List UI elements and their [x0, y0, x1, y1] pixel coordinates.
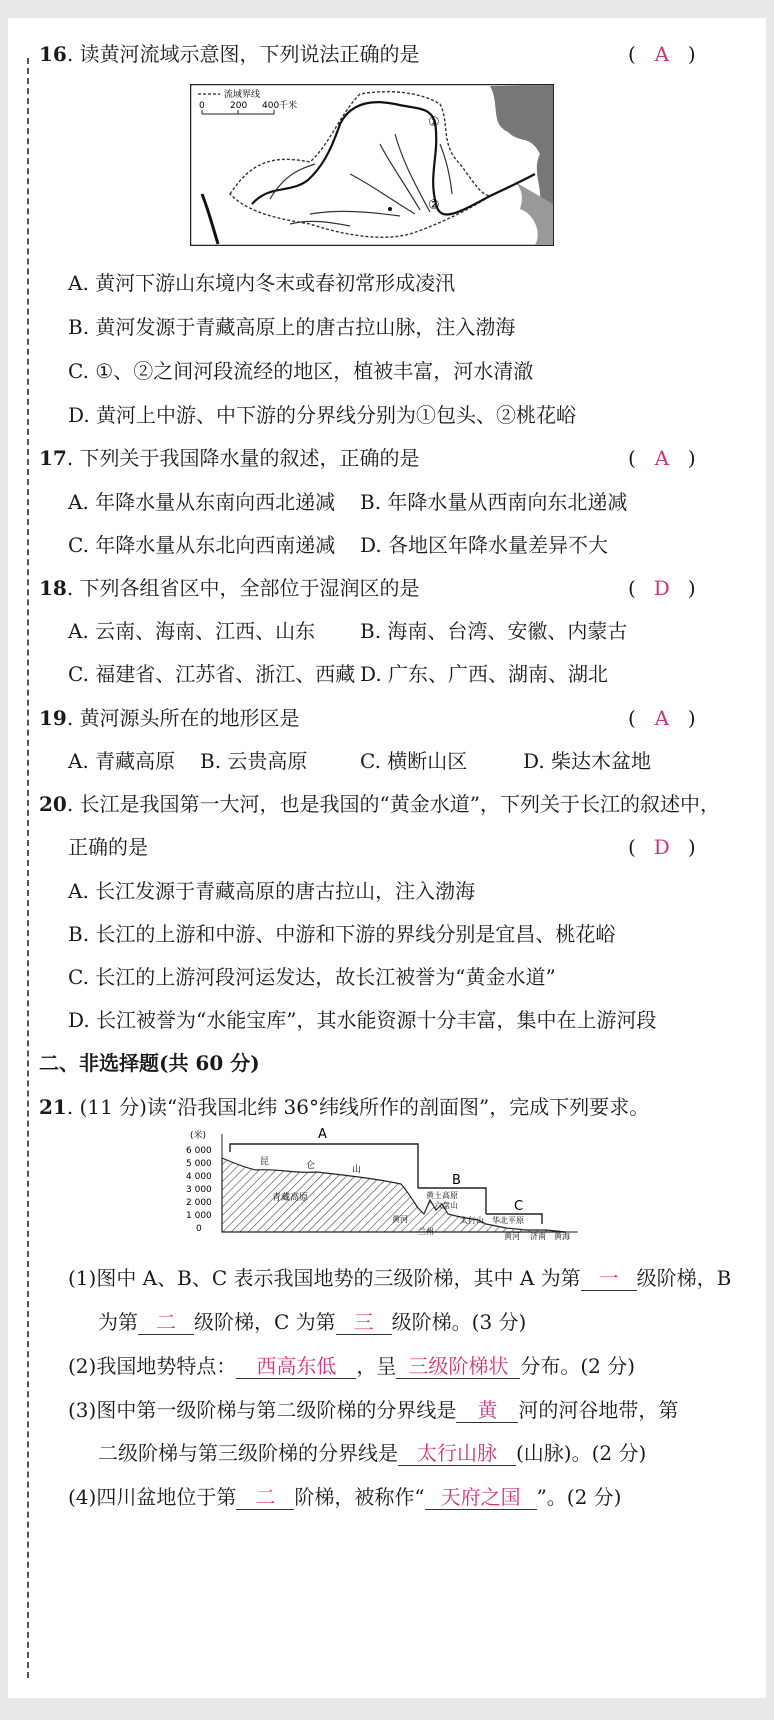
step-label-a: A	[318, 1127, 327, 1142]
q21-p3-answer-1: 黄	[456, 1398, 518, 1423]
q16-text: . 读黄河流域示意图，下列说法正确的是	[66, 42, 420, 66]
label-yellow-river-2: 黄河	[504, 1232, 520, 1240]
q21-p2-answer-1: 西高东低	[236, 1354, 356, 1379]
q17-text: . 下列关于我国降水量的叙述，正确的是	[66, 446, 420, 470]
q17-option-c: C. 年降水量从东北向西南递减	[68, 533, 336, 557]
q16-option-a: A. 黄河下游山东境内冬末或春初常形成凌汛	[68, 271, 456, 295]
q19-option-a: A. 青藏高原	[68, 749, 176, 773]
q21-part2	[68, 1352, 635, 1380]
map-marker-1: ①	[428, 115, 440, 130]
q19-answer: ( A )	[628, 706, 696, 730]
q21-p4-answer-1: 二	[236, 1485, 294, 1510]
q21-text: . (11 分)读“沿我国北纬 36°纬线所作的剖面图”，完成下列要求。	[66, 1095, 650, 1119]
q21-p1-answer-2: 二	[138, 1310, 194, 1335]
label-yellow-sea: 黄海	[554, 1232, 570, 1240]
q21-number: 21	[39, 1095, 67, 1119]
map-scale-200: 200	[230, 101, 248, 111]
q18-option-c: C. 福建省、江苏省、浙江、西藏	[68, 662, 356, 686]
q21-part3-line1	[68, 1396, 678, 1424]
page	[8, 18, 766, 1698]
q20-option-b: B. 长江的上游和中游、中游和下游的界线分别是宜昌、桃花峪	[68, 922, 616, 946]
q18-answer: ( D )	[628, 576, 696, 600]
q21-p4-answer-2: 天府之国	[425, 1485, 537, 1510]
q19-stem	[39, 704, 300, 732]
label-lanzhou: 兰州	[418, 1227, 434, 1236]
q21-p2-text-a: (2)我国地势特点：	[68, 1354, 237, 1378]
label-yellow-river-1: 黄河	[392, 1215, 408, 1224]
label-lun: 仑	[306, 1161, 316, 1171]
q20-option-d: D. 长江被誉为“水能宝库”，其水能资源十分丰富，集中在上游河段	[68, 1008, 657, 1032]
q21-p1-text-e: 级阶梯，C 为第	[194, 1310, 336, 1334]
map-marker-2: ②	[428, 198, 440, 213]
q21-p4-text-c: 阶梯，被称作“	[294, 1485, 425, 1509]
label-kun: 昆	[260, 1157, 270, 1167]
ytick-4000: 4 000	[186, 1172, 212, 1182]
q16-option-b: B. 黄河发源于青藏高原上的唐古拉山脉，注入渤海	[68, 315, 516, 339]
q21-part1-line1	[68, 1264, 731, 1292]
q17-answer: ( A )	[628, 446, 696, 470]
label-jinan: 济南	[530, 1232, 546, 1240]
q20-answer: ( D )	[628, 835, 696, 859]
q19-number: 19	[39, 706, 67, 730]
q21-p2-text-d: 分布。(2 分)	[520, 1354, 636, 1378]
yellow-river-map	[190, 84, 554, 246]
step-label-b: B	[452, 1173, 461, 1188]
q21-p1-answer-3: 三	[336, 1310, 392, 1335]
q21-p3-text-d: 二级阶梯与第三级阶梯的分界线是	[98, 1441, 398, 1465]
q21-p4-text-d: ”。(2 分)	[536, 1485, 622, 1509]
q17-option-b: B. 年降水量从西南向东北递减	[360, 490, 628, 514]
q21-part3-line2	[98, 1439, 646, 1467]
q20-answer-value: D	[653, 835, 670, 859]
q20-text-line2: 正确的是	[68, 835, 148, 859]
q18-answer-value: D	[653, 576, 670, 600]
step-label-c: C	[514, 1199, 524, 1214]
q19-answer-value: A	[654, 706, 670, 730]
q19-option-c: C. 横断山区	[360, 749, 468, 773]
q21-p1-answer-1: 一	[581, 1266, 637, 1291]
q16-number: 16	[39, 42, 67, 66]
q16-option-c: C. ①、②之间河段流经的地区，植被丰富，河水清澈	[68, 359, 534, 383]
q16-answer-value: A	[654, 42, 670, 66]
q21-p2-answer-2: 三级阶梯状	[396, 1354, 520, 1379]
q18-stem	[39, 574, 420, 602]
q21-p3-text-a: (3)图中第一级阶梯与第二级阶梯的分界线是	[68, 1398, 457, 1422]
q16-answer: ( A )	[628, 42, 696, 66]
map-legend-label: 流域界线	[224, 90, 261, 100]
q21-p2-text-c: ，呈	[356, 1354, 397, 1378]
label-loess-plateau: 黄土高原	[426, 1191, 458, 1200]
q18-option-a: A. 云南、海南、江西、山东	[68, 619, 316, 643]
q21-p1-text-c: 级阶梯，B	[636, 1266, 732, 1290]
label-liupan-mountain: 六盘山	[434, 1201, 458, 1210]
q20-text-line1: . 长江是我国第一大河，也是我国的“黄金水道”，下列关于长江的叙述中，	[66, 792, 721, 816]
q21-p3-answer-2: 太行山脉	[398, 1441, 516, 1466]
q18-number: 18	[39, 576, 67, 600]
q21-part4	[68, 1483, 622, 1511]
terrain-profile-diagram	[186, 1124, 578, 1240]
q21-part1-line2	[98, 1308, 526, 1336]
y-axis-unit: (米)	[190, 1131, 207, 1141]
ytick-6000: 6 000	[186, 1146, 212, 1156]
label-taihang-mountain: 太行山	[460, 1216, 484, 1225]
q21-p1-text-f: 级阶梯。(3 分)	[391, 1310, 527, 1334]
map-scale-0: 0	[199, 101, 205, 111]
q21-p1-text-d: 为第	[98, 1310, 138, 1334]
q20-option-a: A. 长江发源于青藏高原的唐古拉山，注入渤海	[68, 879, 476, 903]
q17-answer-value: A	[654, 446, 670, 470]
label-shan: 山	[352, 1165, 362, 1175]
map-scale-400: 400千米	[262, 101, 298, 111]
q17-option-a: A. 年降水量从东南向西北递减	[68, 490, 336, 514]
q18-option-b: B. 海南、台湾、安徽、内蒙古	[360, 619, 628, 643]
q19-option-b: B. 云贵高原	[200, 749, 308, 773]
ytick-0: 0	[196, 1224, 202, 1234]
q21-p3-text-c: 河的河谷地带，第	[518, 1398, 679, 1422]
y-axis-ticks	[186, 1146, 212, 1234]
q21-p3-text-e: (山脉)。(2 分)	[516, 1441, 647, 1465]
q20-option-c: C. 长江的上游河段河运发达，故长江被誉为“黄金水道”	[68, 965, 556, 989]
q21-stem	[39, 1093, 649, 1121]
q17-number: 17	[39, 446, 67, 470]
q18-text: . 下列各组省区中，全部位于湿润区的是	[66, 576, 420, 600]
q16-option-d: D. 黄河上中游、中下游的分界线分别为①包头、②桃花峪	[68, 403, 577, 427]
q19-text: . 黄河源头所在的地形区是	[66, 706, 300, 730]
q21-p1-text-a: (1)图中 A、B、C 表示我国地势的三级阶梯，其中 A 为第	[68, 1266, 581, 1290]
q20-number: 20	[39, 792, 67, 816]
q17-stem	[39, 444, 420, 472]
q16-stem	[39, 40, 420, 68]
label-north-china-plain: 华北平原	[492, 1216, 524, 1225]
ytick-5000: 5 000	[186, 1159, 212, 1169]
q18-option-d: D. 广东、广西、湖南、湖北	[360, 662, 609, 686]
q19-option-d: D. 柴达木盆地	[523, 749, 652, 773]
ytick-1000: 1 000	[186, 1211, 212, 1221]
ytick-2000: 2 000	[186, 1198, 212, 1208]
section-heading: 二、非选择题(共 60 分)	[39, 1051, 260, 1075]
binding-line	[27, 58, 29, 1678]
ytick-3000: 3 000	[186, 1185, 212, 1195]
q21-p4-text-a: (4)四川盆地位于第	[68, 1485, 237, 1509]
q20-stem	[39, 790, 720, 818]
label-qingzang-plateau: 青藏高原	[272, 1193, 309, 1203]
q17-option-d: D. 各地区年降水量差异不大	[360, 533, 609, 557]
